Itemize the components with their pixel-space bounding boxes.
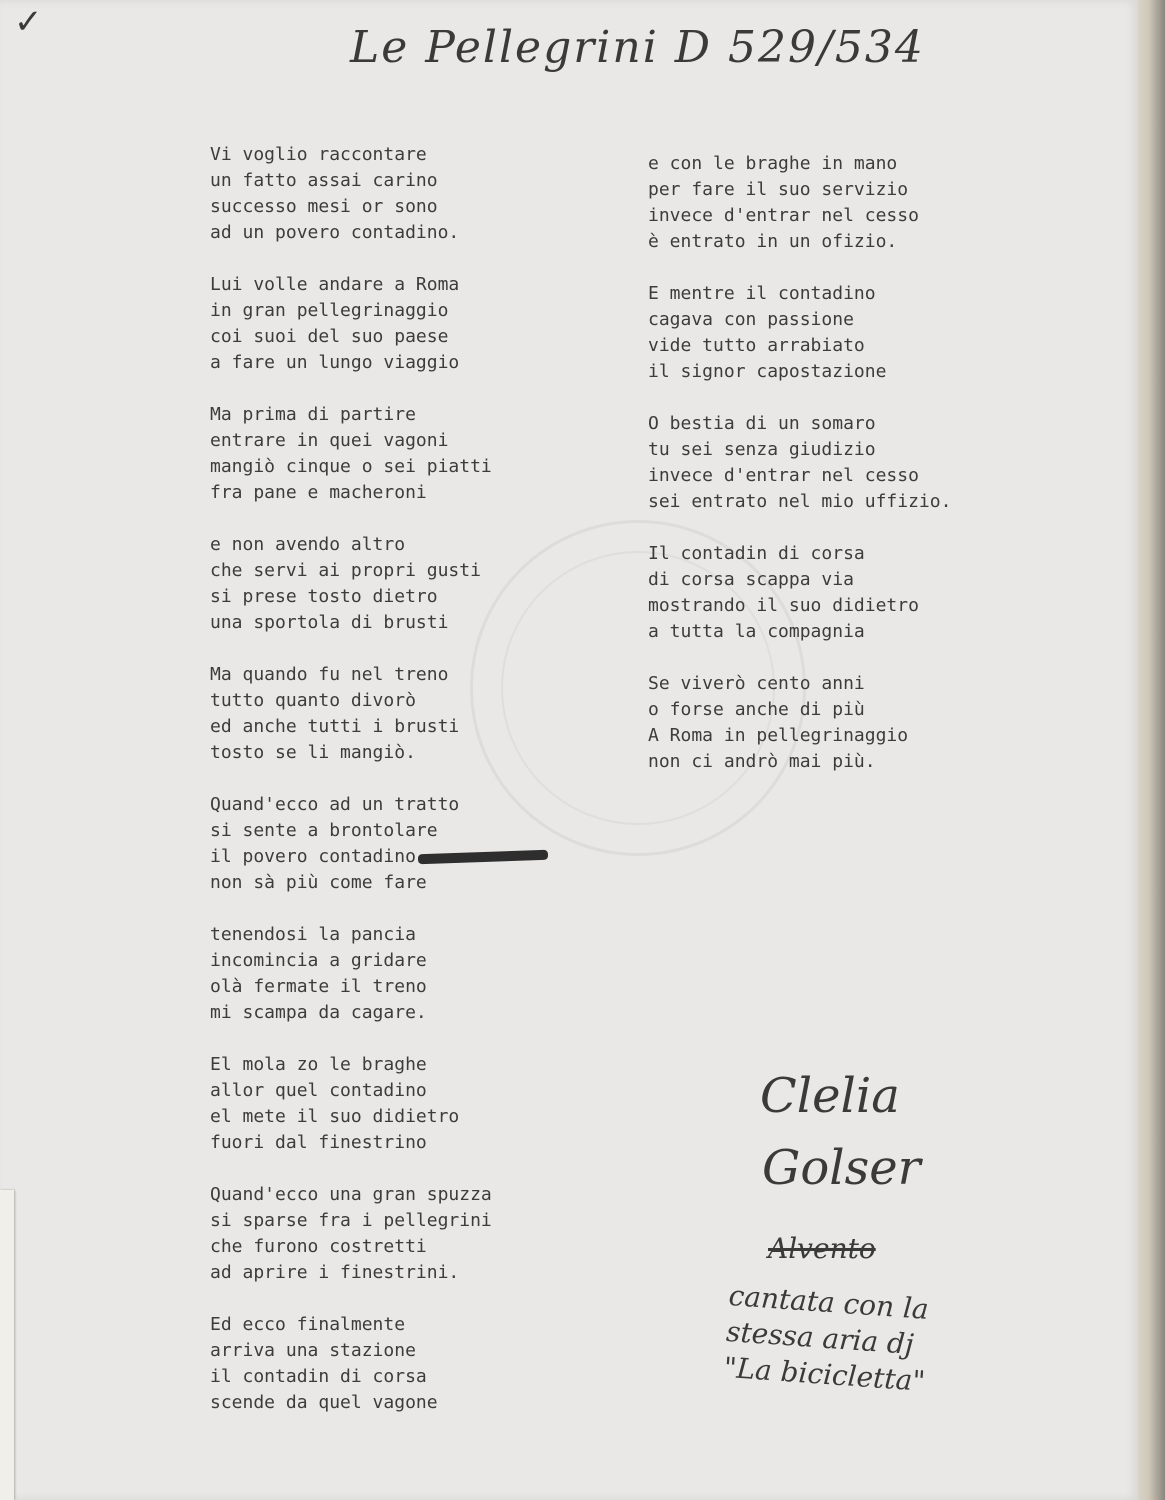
poem-line: E mentre il contadino <box>648 283 876 304</box>
poem-line: non sà più come fare <box>210 872 427 893</box>
poem-line: che furono costretti <box>210 1236 427 1257</box>
poem-line: Quand'ecco una gran spuzza <box>210 1184 492 1205</box>
poem-line: una sportola di brusti <box>210 612 449 633</box>
poem-line: Se viverò cento anni <box>648 673 865 694</box>
poem-line: tutto quanto divorò <box>210 690 416 711</box>
poem-line: che servi ai propri gusti <box>210 560 481 581</box>
struck-out-word: Alvento <box>768 1232 876 1265</box>
stanza <box>648 151 951 255</box>
poem-line-text: il povero contadino <box>210 846 416 867</box>
poem-line: olà fermate il treno <box>210 976 427 997</box>
poem-line: arriva una stazione <box>210 1340 416 1361</box>
note-line: cantata con la <box>727 1278 930 1326</box>
poem-line-with-scribble <box>210 844 548 870</box>
note-line: "La bicicletta" <box>722 1350 927 1398</box>
poem-line: Ma quando fu nel treno <box>210 664 449 685</box>
poem-right-column <box>648 151 951 801</box>
poem-line: ad aprire i finestrini. <box>210 1262 460 1283</box>
poem-line: mi scampa da cagare. <box>210 1002 427 1023</box>
poem-line: invece d'entrar nel cesso <box>648 465 919 486</box>
poem-line: vide tutto arrabiato <box>648 335 865 356</box>
poem-line: un fatto assai carino <box>210 170 438 191</box>
stanza <box>210 922 548 1026</box>
stanza <box>210 402 548 506</box>
poem-line: entrare in quei vagoni <box>210 430 449 451</box>
poem-line: Il contadin di corsa <box>648 543 865 564</box>
poem-line: si prese tosto dietro <box>210 586 438 607</box>
poem-line: per fare il suo servizio <box>648 179 909 200</box>
stanza <box>210 1052 548 1156</box>
poem-line: mangiò cinque o sei piatti <box>210 456 492 477</box>
poem-line: e non avendo altro <box>210 534 406 555</box>
poem-line: el mete il suo didietro <box>210 1106 460 1127</box>
poem-line: coi suoi del suo paese <box>210 326 449 347</box>
poem-line: A Roma in pellegrinaggio <box>648 725 909 746</box>
poem-line: allor quel contadino <box>210 1080 427 1101</box>
signature-first-name: Clelia <box>760 1068 900 1124</box>
poem-line: Ed ecco finalmente <box>210 1314 406 1335</box>
poem-line: tu sei senza giudizio <box>648 439 876 460</box>
poem-line: Lui volle andare a Roma <box>210 274 460 295</box>
stanza <box>648 411 951 515</box>
poem-line: successo mesi or sono <box>210 196 438 217</box>
stanza <box>648 281 951 385</box>
stanza <box>210 1312 548 1416</box>
poem-line: il contadin di corsa <box>210 1366 427 1387</box>
stanza <box>210 662 548 766</box>
paper-edge <box>1138 0 1165 1500</box>
poem-line: invece d'entrar nel cesso <box>648 205 919 226</box>
stanza <box>210 1182 548 1286</box>
poem-line: fuori dal finestrino <box>210 1132 427 1153</box>
poem-line: è entrato in un ofizio. <box>648 231 898 252</box>
poem-line: cagava con passione <box>648 309 854 330</box>
poem-line: scende da quel vagone <box>210 1392 438 1413</box>
poem-line: il signor capostazione <box>648 361 887 382</box>
poem-line: o forse anche di più <box>648 699 865 720</box>
paper-tab <box>0 1190 14 1500</box>
note-line: stessa aria dj <box>725 1314 915 1361</box>
stanza <box>210 792 548 896</box>
poem-line: si sparse fra i pellegrini <box>210 1210 492 1231</box>
poem-line: Ma prima di partire <box>210 404 416 425</box>
poem-line: non ci andrò mai più. <box>648 751 876 772</box>
poem-line: fra pane e macheroni <box>210 482 427 503</box>
poem-line: si sente a brontolare <box>210 820 438 841</box>
poem-line: ad un povero contadino. <box>210 222 460 243</box>
stanza <box>210 532 548 636</box>
poem-line: Quand'ecco ad un tratto <box>210 794 460 815</box>
poem-line: a fare un lungo viaggio <box>210 352 460 373</box>
poem-line: e con le braghe in mano <box>648 153 898 174</box>
poem-line: mostrando il suo didietro <box>648 595 919 616</box>
stanza <box>648 541 951 645</box>
poem-line: sei entrato nel mio uffizio. <box>648 491 952 512</box>
poem-left-column <box>210 142 548 1442</box>
stanza <box>210 142 548 246</box>
handwritten-title: Le Pellegrini D 529/534 <box>350 22 925 73</box>
poem-line: in gran pellegrinaggio <box>210 300 449 321</box>
handwritten-note <box>722 1278 931 1400</box>
poem-line: Vi voglio raccontare <box>210 144 427 165</box>
poem-line: incomincia a gridare <box>210 950 427 971</box>
poem-line: El mola zo le braghe <box>210 1054 427 1075</box>
poem-line: tosto se li mangiò. <box>210 742 416 763</box>
scribble-mark <box>418 850 548 865</box>
poem-line: di corsa scappa via <box>648 569 854 590</box>
signature-last-name: Golser <box>762 1140 921 1196</box>
check-mark: ✓ <box>14 2 43 42</box>
poem-line: ed anche tutti i brusti <box>210 716 460 737</box>
poem-line: a tutta la compagnia <box>648 621 865 642</box>
poem-line: O bestia di un somaro <box>648 413 876 434</box>
stanza <box>648 671 951 775</box>
poem-line: tenendosi la pancia <box>210 924 416 945</box>
stanza <box>210 272 548 376</box>
